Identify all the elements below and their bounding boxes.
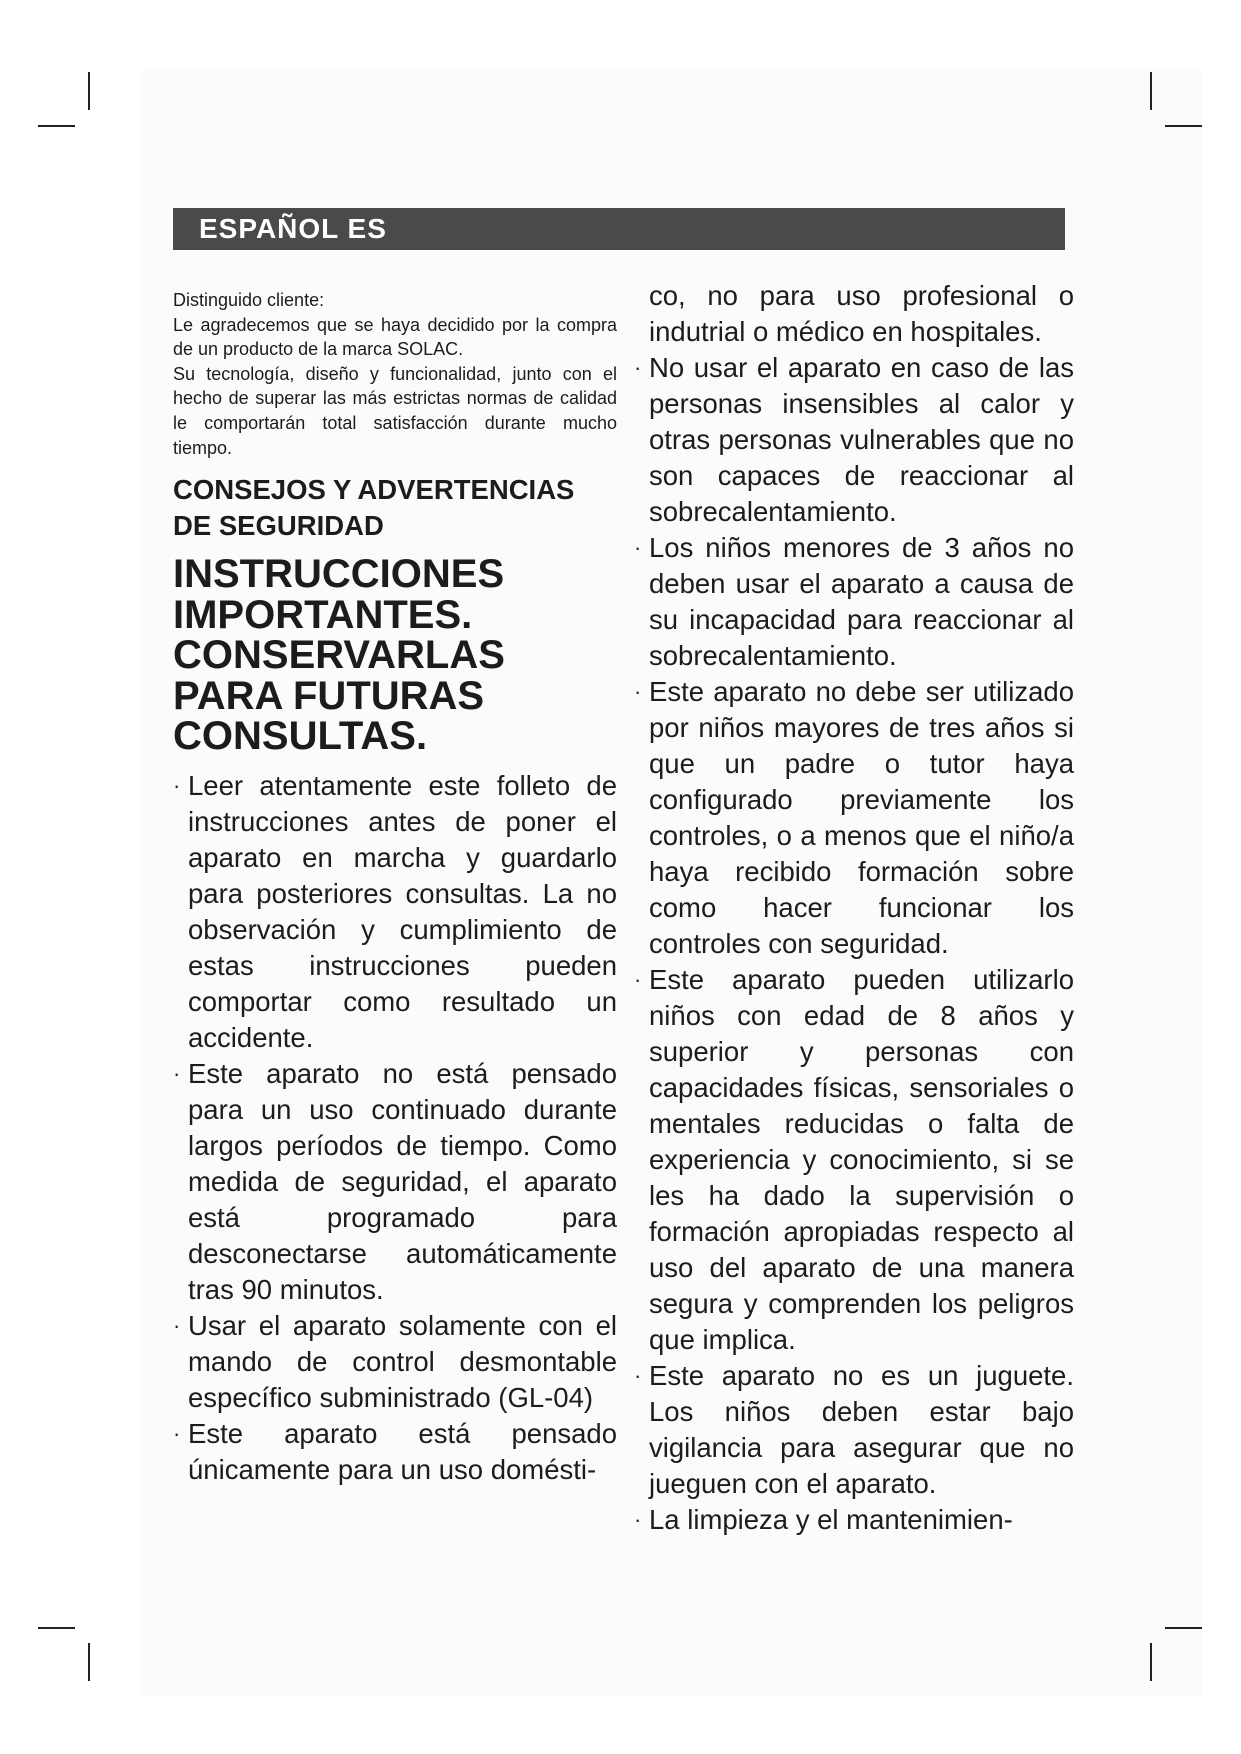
left-column — [173, 288, 617, 1488]
continuation-text: co, no para uso profesional o indutrial o médico en hospitales. — [649, 280, 1074, 347]
intro-paragraph-1: Le agradecemos que se haya decidido por la compra de un producto de la marca SOLAC. — [173, 314, 617, 360]
right-bullet-list — [634, 350, 1074, 1538]
list-item: · Este aparato no está pensado para un uso continuado durante largos períodos de tiempo. Como medida de seguridad, el aparato está programado para desconectarse automáticamente tras 90 minutos. — [173, 1056, 617, 1308]
crop-mark-top-left-v — [88, 72, 90, 110]
list-item: · Este aparato está pensado únicamente para un uso domésti- — [173, 1416, 617, 1488]
list-item: · Usar el aparato solamente con el mando de control desmontable específico subministrado (GL-04) — [173, 1308, 617, 1416]
language-header: ESPAÑOL ES — [173, 208, 1065, 250]
intro-paragraph-2: Su tecnología, diseño y funcionalidad, junto con el hecho de superar las más estrictas normas de calidad le comportarán total satisfacción durante mucho tiempo. — [173, 363, 617, 458]
crop-mark-top-right-v — [1150, 72, 1152, 110]
important-instructions-title: INSTRUCCIONES IMPORTANTES. CONSERVARLAS PARA FUTURAS CONSULTAS. — [173, 552, 505, 759]
intro-greeting: Distinguido cliente: — [173, 290, 325, 310]
crop-mark-bottom-right-h — [1165, 1627, 1202, 1629]
list-item: · La limpieza y el mantenimien- — [634, 1502, 1074, 1538]
list-item: · Los niños menores de 3 años no deben usar el aparato a causa de su incapacidad para reaccionar al sobrecalentamiento. — [634, 530, 1074, 674]
crop-mark-bottom-left-v — [88, 1643, 90, 1681]
crop-mark-bottom-right-v — [1150, 1643, 1152, 1681]
list-item: · Este aparato no debe ser utilizado por niños mayores de tres años si que un padre o tutor haya configurado previamente los controles, o a menos que el niño/a haya recibido formación sobre como hacer funcionar los controles con seguridad. — [634, 674, 1074, 962]
crop-mark-top-right-h — [1165, 125, 1202, 127]
left-bullet-list — [173, 768, 617, 1488]
list-item: · Este aparato pueden utilizarlo niños con edad de 8 años y superior y personas con capacidades físicas, sensoriales o mentales reducidas o falta de experiencia y conocimiento, si se les ha dado la supervisión o formación apropiadas respecto al uso del aparato de una manera segura y comprenden los peligros que implica. — [634, 962, 1074, 1358]
list-item: · Leer atentamente este folleto de instrucciones antes de poner el aparato en marcha y guardarlo para posteriores consultas. La no observación y cumplimiento de estas instrucciones pueden comportar como resultado un accidente. — [173, 768, 617, 1056]
crop-mark-bottom-left-h — [38, 1627, 75, 1629]
crop-mark-top-left-h — [38, 125, 75, 127]
list-item: · Este aparato no es un juguete. Los niños deben estar bajo vigilancia para asegurar que no jueguen con el aparato. — [634, 1358, 1074, 1502]
right-column — [634, 278, 1074, 1538]
section-title: CONSEJOS Y ADVERTENCIAS DE SEGURIDAD — [173, 474, 575, 542]
intro-text — [173, 288, 617, 460]
list-item: · No usar el aparato en caso de las personas insensibles al calor y otras personas vulnerables que no son capaces de reaccionar al sobrecalentamiento. — [634, 350, 1074, 530]
